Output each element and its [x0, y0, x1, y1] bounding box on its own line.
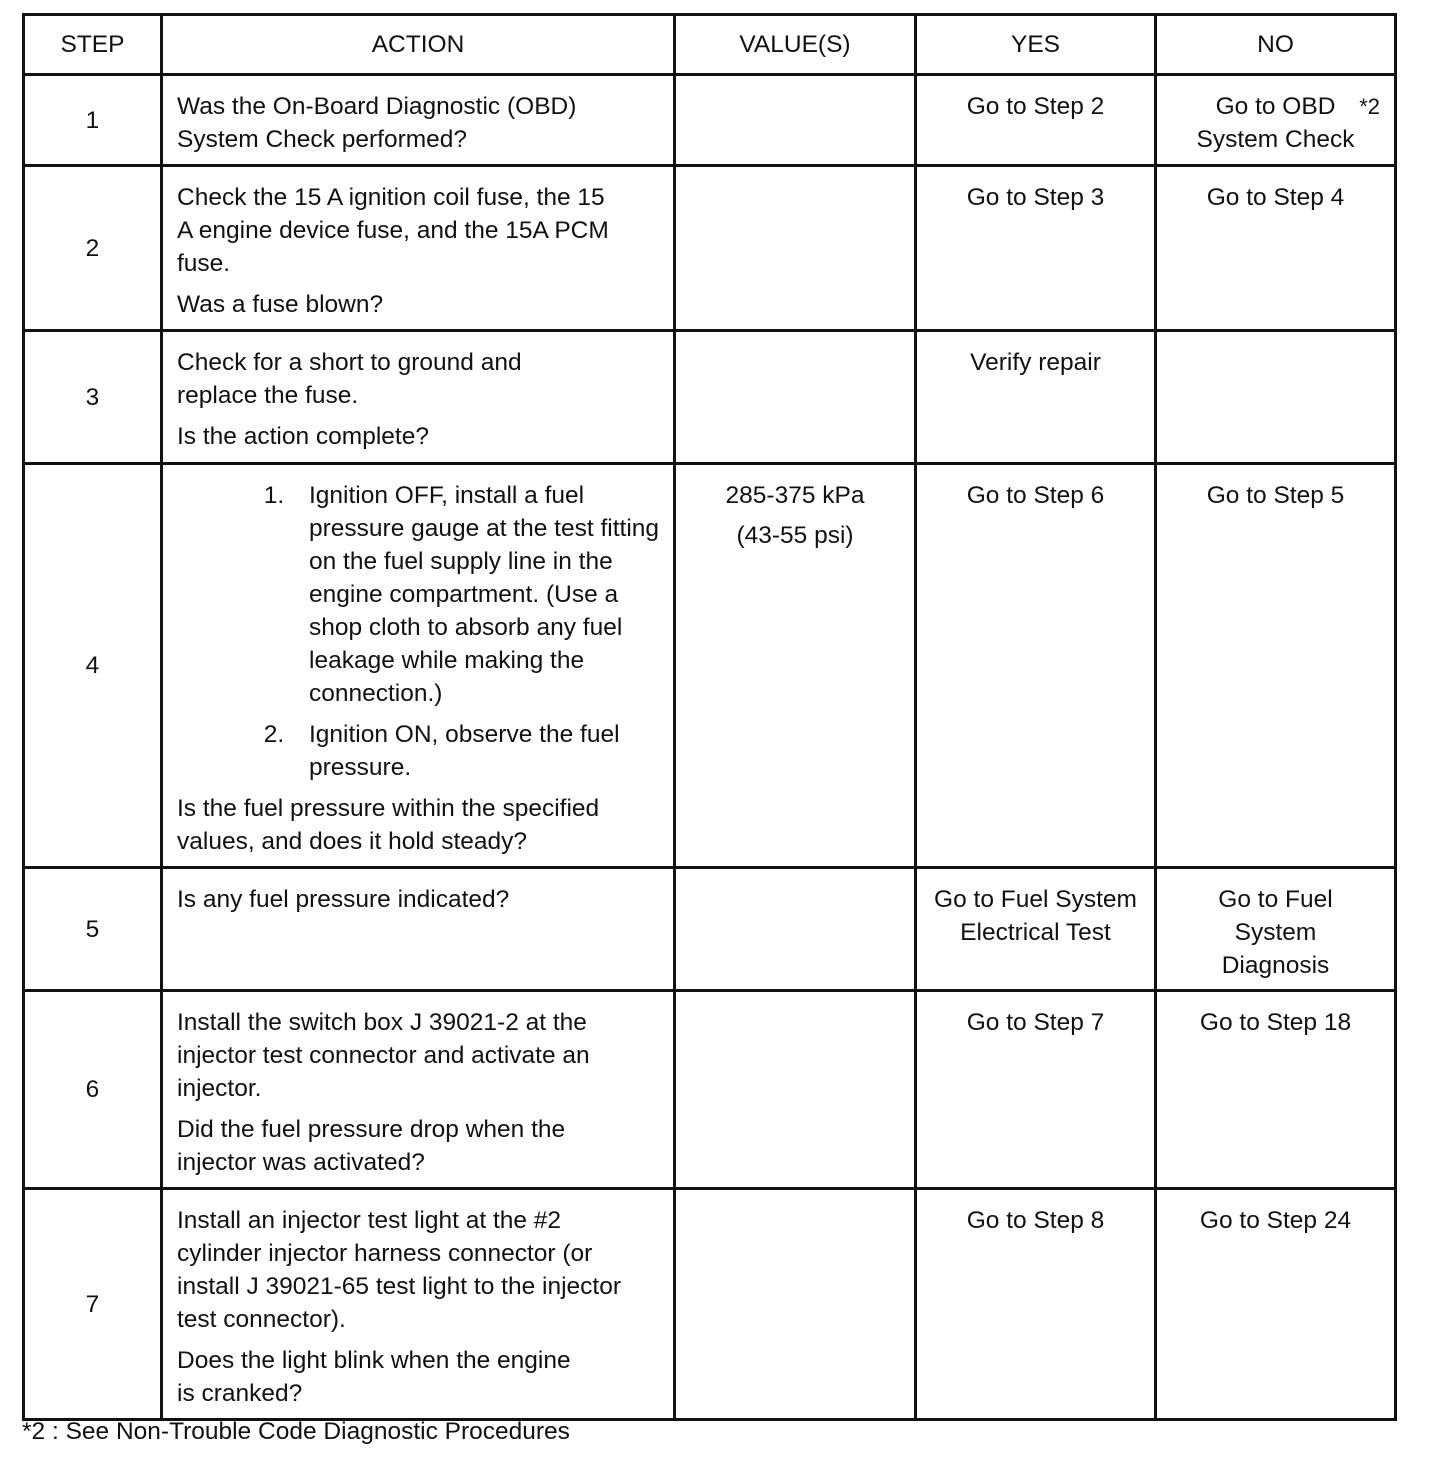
header-values: VALUE(S): [675, 15, 916, 75]
step-number: 5: [24, 868, 162, 991]
value-cell: [675, 331, 916, 464]
question-text: Did the fuel pressure drop when the injector was activated?: [177, 1116, 566, 1176]
no-cell: Go to Step 18: [1156, 991, 1396, 1189]
table-row: [24, 991, 1396, 1189]
action-text: Install an injector test light at the #2 cylinder injector harness connector (or install J 39021-65 test light to the injector test connector).: [177, 1207, 621, 1333]
header-action: ACTION: [162, 15, 675, 75]
value-cell: [675, 166, 916, 331]
yes-cell: Go to Step 2: [916, 75, 1156, 166]
footnote: *2 : See Non-Trouble Code Diagnostic Procedures: [22, 1418, 570, 1445]
action-cell: [162, 991, 675, 1189]
substep-item: 1. Ignition OFF, install a fuel pressure gauge at the test fitting on the fuel supply line in the engine compartment. (Use a shop cloth to absorb any fuel leakage while making the connection.): [291, 479, 663, 710]
yes-text: Go to Fuel System Electrical Test: [934, 886, 1137, 946]
question-text: Is the fuel pressure within the specified values, and does it hold steady?: [177, 795, 600, 855]
table-row: [24, 166, 1396, 331]
action-cell: [162, 1189, 675, 1420]
action-text: Check the 15 A ignition coil fuse, the 15 A engine device fuse, and the 15A PCM fuse.: [177, 184, 609, 277]
yes-cell: Go to Step 7: [916, 991, 1156, 1189]
footnote-reference: *2: [1359, 94, 1380, 119]
value-psi: (43-55 psi): [736, 522, 854, 549]
value-cell: [675, 868, 916, 991]
no-cell: [1156, 331, 1396, 464]
header-no: NO: [1156, 15, 1396, 75]
no-cell: [1156, 868, 1396, 991]
step-number: 3: [24, 331, 162, 464]
question-text: Was a fuse blown?: [177, 291, 384, 318]
table-row: [24, 868, 1396, 991]
header-yes: YES: [916, 15, 1156, 75]
action-cell: [162, 75, 675, 166]
table-row: [24, 1189, 1396, 1420]
header-step: STEP: [24, 15, 162, 75]
yes-cell: Verify repair: [916, 331, 1156, 464]
no-cell: [1156, 75, 1396, 166]
question-text: Does the light blink when the engine is cranked?: [177, 1347, 571, 1407]
no-text: Go to OBD System Check: [1196, 93, 1355, 153]
action-cell: [162, 331, 675, 464]
step-number: 1: [24, 75, 162, 166]
yes-cell: Go to Step 3: [916, 166, 1156, 331]
step-number: 6: [24, 991, 162, 1189]
action-text: Was the On-Board Diagnostic (OBD) System Check performed?: [177, 93, 577, 153]
action-cell: [162, 166, 675, 331]
header-row: [24, 15, 1396, 75]
table-row: [24, 464, 1396, 868]
no-cell: Go to Step 24: [1156, 1189, 1396, 1420]
yes-cell: Go to Step 6: [916, 464, 1156, 868]
no-text: Go to Fuel System Diagnosis: [1218, 886, 1333, 979]
value-kpa: 285-375 kPa: [725, 482, 865, 509]
action-text: Install the switch box J 39021-2 at the injector test connector and activate an injector.: [177, 1009, 590, 1102]
no-cell: Go to Step 5: [1156, 464, 1396, 868]
table-row: [24, 331, 1396, 464]
action-text: Check for a short to ground and replace the fuse.: [177, 349, 522, 409]
yes-cell: [916, 868, 1156, 991]
action-cell: [162, 464, 675, 868]
step-number: 2: [24, 166, 162, 331]
substep-item: 2. Ignition ON, observe the fuel pressure.: [291, 718, 663, 784]
substep-list: [177, 479, 663, 784]
yes-cell: Go to Step 8: [916, 1189, 1156, 1420]
question-text: Is the action complete?: [177, 423, 429, 450]
action-text: Is any fuel pressure indicated?: [177, 886, 510, 913]
step-number: 4: [24, 464, 162, 868]
diagnostic-table: [22, 13, 1397, 1421]
value-cell: [675, 75, 916, 166]
action-cell: [162, 868, 675, 991]
value-cell: [675, 1189, 916, 1420]
value-cell: [675, 991, 916, 1189]
step-number: 7: [24, 1189, 162, 1420]
no-cell: Go to Step 4: [1156, 166, 1396, 331]
value-cell: [675, 464, 916, 868]
table-row: [24, 75, 1396, 166]
